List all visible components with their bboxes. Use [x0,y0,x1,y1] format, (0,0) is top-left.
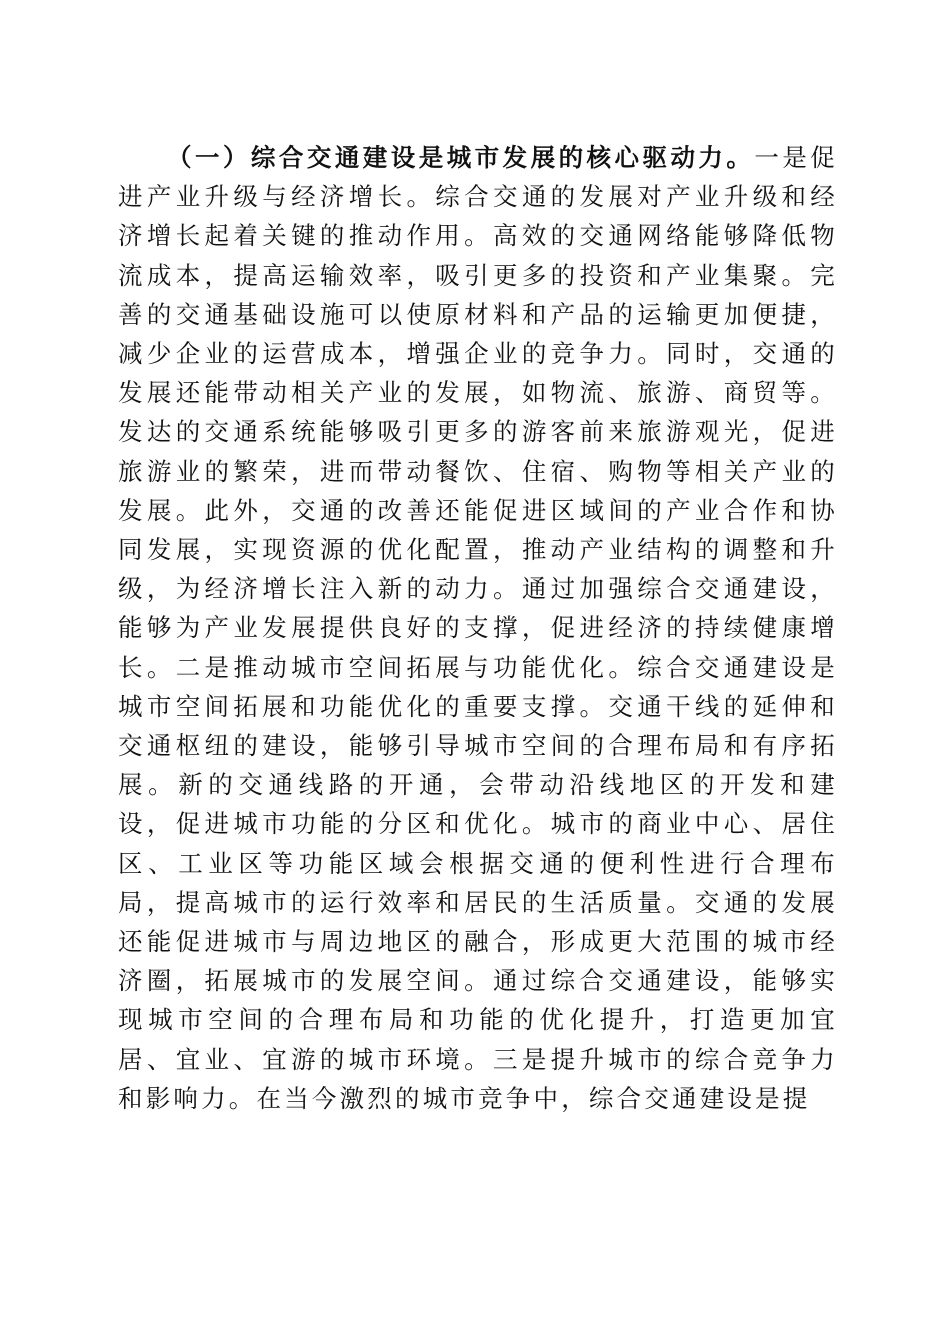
section-heading: （一）综合交通建设是城市发展的核心驱动力。 [167,143,755,172]
paragraph-text: 一是促进产业升级与经济增长。综合交通的发展对产业升级和经济增长起着关键的推动作用。高效的交通网络能够降低物流成本，提高运输效率，吸引更多的投资和产业集聚。完善的交通基础设施可以使原材料和产品的运输更加便捷，减少企业的运营成本，增强企业的竞争力。同时，交通的发展还能带动相关产业的发展，如物流、旅游、商贸等。发达的交通系统能够吸引更多的游客前来旅游观光，促进旅游业的繁荣，进而带动餐饮、住宿、购物等相关产业的发展。此外，交通的改善还能促进区域间的产业合作和协同发展，实现资源的优化配置，推动产业结构的调整和升级，为经济增长注入新的动力。通过加强综合交通建设，能够为产业发展提供良好的支撑，促进经济的持续健康增长。二是推动城市空间拓展与功能优化。综合交通建设是城市空间拓展和功能优化的重要支撑。交通干线的延伸和交通枢纽的建设，能够引导城市空间的合理布局和有序拓展。新的交通线路的开通，会带动沿线地区的开发和建设，促进城市功能的分区和优化。城市的商业中心、居住区、工业区等功能区域会根据交通的便利性进行合理布局，提高城市的运行效率和居民的生活质量。交通的发展还能促进城市与周边地区的融合，形成更大范围的城市经济圈，拓展城市的发展空间。通过综合交通建设，能够实现城市空间的合理布局和功能的优化提升，打造更加宜居、宜业、宜游的城市环境。三是提升城市的综合竞争力和影响力。在当今激烈的城市竞争中，综合交通建设是提 [118,143,838,1113]
document-body [118,138,838,1118]
paragraph [118,138,838,1118]
